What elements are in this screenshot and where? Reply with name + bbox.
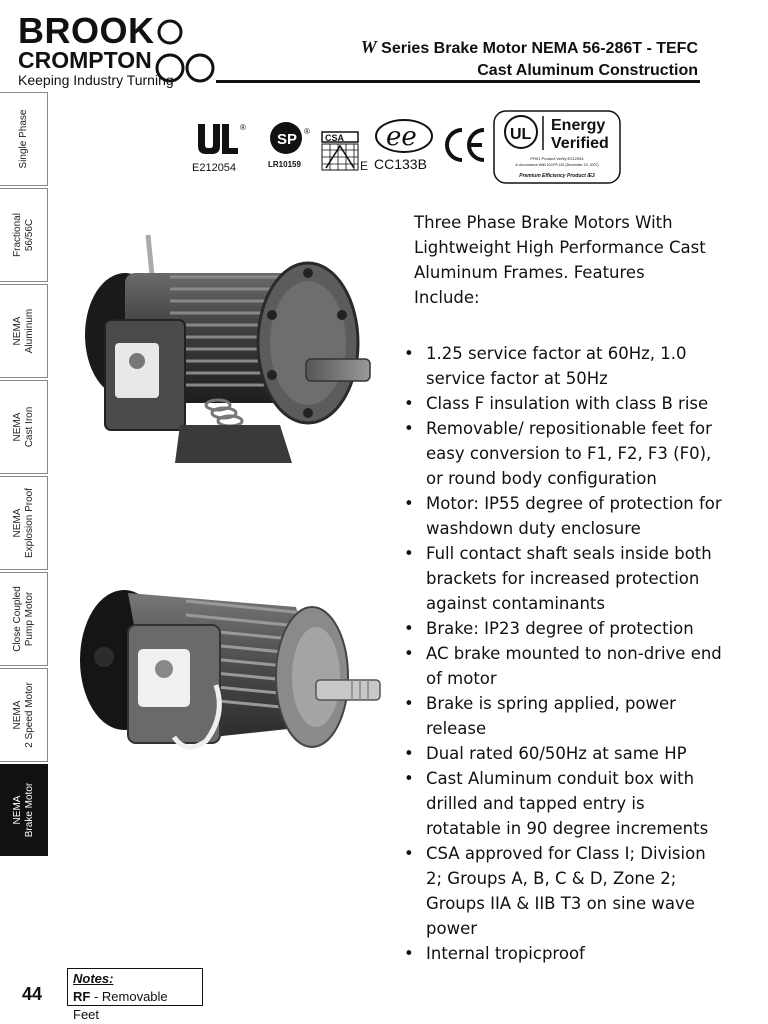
- csa-mark-text: CSA: [325, 133, 345, 143]
- tab-label: Close Coupled: [11, 586, 23, 652]
- list-item: • AC brake mounted to non-drive end of motor: [404, 641, 724, 691]
- list-item: • Brake is spring applied, power release: [404, 691, 724, 741]
- svg-text:®: ®: [304, 127, 310, 136]
- tab-label: NEMA: [11, 412, 23, 442]
- list-item: • CSA approved for Class I; Division 2; Groups A, B, C & D, Zone 2; Groups IIA & IIB T3 on sine wave power: [404, 841, 724, 941]
- notes-entry: [73, 988, 197, 1024]
- energy-tag: Premium Efficiency Product IE3: [519, 173, 595, 179]
- list-item: • Full contact shaft seals inside both brackets for increased protection against contaminants: [404, 541, 724, 616]
- tab-label-2: 2 Speed Motor: [23, 682, 35, 748]
- tab-label-2: Cast Iron: [23, 406, 35, 448]
- ce-icon: [442, 124, 486, 164]
- certification-logos: [192, 108, 622, 188]
- notes-title: Notes:: [73, 971, 114, 986]
- ee-mark: [374, 118, 438, 172]
- list-item: • Dual rated 60/50Hz at same HP: [404, 741, 724, 766]
- tab-close-coupled-pump[interactable]: [0, 572, 48, 666]
- notes-box: [67, 968, 203, 1022]
- list-item: • Motor: IP55 degree of protection for washdown duty enclosure: [404, 491, 724, 541]
- tab-label-2: Aluminum: [23, 308, 35, 354]
- page-number: 44: [22, 984, 43, 1004]
- tab-nema-brake-motor[interactable]: [0, 764, 48, 856]
- tab-nema-aluminum[interactable]: [0, 284, 48, 378]
- tab-label-2: 56/56C: [23, 218, 35, 252]
- svg-text:SP: SP: [277, 131, 298, 148]
- list-item: • Cast Aluminum conduit box with drilled and tapped entry is rotatable in 90 degree increments: [404, 766, 724, 841]
- csa-energy-mark: [320, 130, 372, 178]
- list-item: • 1.25 service factor at 60Hz, 1.0 service factor at 50Hz: [404, 341, 724, 391]
- brake-motor-photo-round-body: [76, 565, 394, 785]
- ee-icon: [374, 118, 434, 154]
- csa-suffix-text: E: [360, 159, 369, 173]
- csa-mark: [268, 120, 328, 169]
- brand-circles-icon: [152, 18, 216, 84]
- ee-file-number: CC133B: [374, 156, 427, 172]
- brake-motor-photo-foot-mount: [80, 225, 380, 475]
- tab-label: Fractional: [11, 213, 23, 257]
- energy-line1: Energy: [551, 117, 606, 134]
- tab-fractional[interactable]: [0, 188, 48, 282]
- csa-icon: [268, 120, 312, 160]
- page-title: [361, 36, 698, 82]
- brand-logo: [18, 10, 174, 88]
- tab-label: NEMA: [11, 316, 23, 346]
- feature-list: [404, 341, 724, 966]
- csa-energy-grid-icon: [320, 130, 372, 174]
- tab-label: NEMA: [11, 508, 23, 538]
- ul-mark-text: UL: [510, 126, 532, 143]
- tab-single-phase[interactable]: [0, 92, 48, 186]
- energy-line2: Verified: [551, 135, 609, 152]
- tab-label: NEMA: [11, 700, 23, 730]
- ul-file-number: E212054: [192, 162, 237, 174]
- notes-key: RF: [73, 989, 91, 1004]
- tab-label: NEMA: [11, 795, 23, 825]
- svg-text:®: ®: [240, 123, 246, 132]
- ce-mark: [442, 124, 486, 168]
- energy-fine-1: PR01 Product Verify E212054: [530, 156, 584, 161]
- tab-label: Single Phase: [17, 109, 29, 169]
- svg-text:ee: ee: [386, 122, 417, 152]
- tab-label-2: Pump Motor: [23, 591, 35, 647]
- title-line-2: Cast Aluminum Construction: [477, 62, 698, 79]
- ul-recognized-icon: [192, 120, 248, 160]
- product-description: Three Phase Brake Motors With Lightweight High Performance Cast Aluminum Frames. Features Include:: [414, 213, 706, 307]
- brand-name-line1: BROOK: [18, 10, 155, 51]
- ul-recognized-mark: [192, 120, 252, 174]
- series-letter: W: [360, 37, 377, 57]
- tab-nema-cast-iron[interactable]: [0, 380, 48, 474]
- tab-label-2: Explosion Proof: [23, 487, 35, 559]
- title-line-1: Series Brake Motor NEMA 56-286T - TEFC: [381, 40, 698, 57]
- energy-verified-icon: [493, 110, 623, 186]
- notes-text: - Removable Feet: [73, 989, 168, 1022]
- csa-file-number: LR10159: [268, 160, 301, 169]
- list-item: • Class F insulation with class B rise: [404, 391, 724, 416]
- list-item: • Removable/ repositionable feet for easy conversion to F1, F2, F3 (F0), or round body configuration: [404, 416, 724, 491]
- tab-nema-explosion-proof[interactable]: [0, 476, 48, 570]
- tab-nema-2-speed[interactable]: [0, 668, 48, 762]
- ul-energy-verified-badge: [493, 110, 623, 190]
- brand-tagline: Keeping Industry Turning: [18, 72, 174, 88]
- list-item: • Internal tropicproof: [404, 941, 724, 966]
- tab-label-2: Brake Motor: [23, 782, 35, 838]
- list-item: • Brake: IP23 degree of protection: [404, 616, 724, 641]
- brand-name-line2: CROMPTON: [18, 47, 152, 73]
- header-divider: [216, 80, 700, 83]
- energy-fine-2: In Accordance With 10CFR 431 (December 19, 2007): [515, 163, 599, 167]
